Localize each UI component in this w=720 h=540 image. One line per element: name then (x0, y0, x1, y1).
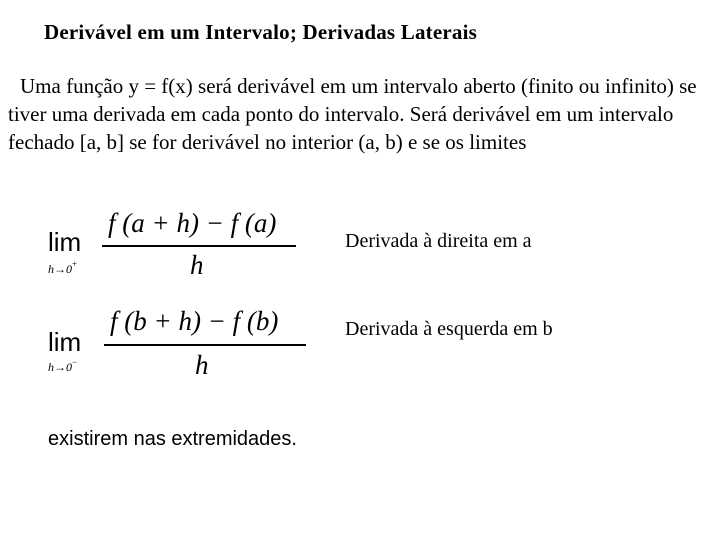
fraction-numerator: f (a + h) − f (a) (108, 208, 277, 238)
fraction-numerator: f (b + h) − f (b) (110, 306, 279, 336)
lim-subscript-text: h→0 (48, 360, 72, 374)
lim-subscript-sign: + (72, 259, 78, 269)
fraction-denominator: h (190, 250, 204, 280)
lim-label: lim (48, 327, 82, 357)
closing-text: existirem nas extremidades. (48, 428, 297, 450)
lim-subscript-text: h→0 (48, 262, 72, 276)
lim-label: lim (48, 227, 82, 257)
definition-paragraph (8, 72, 698, 156)
lim-subscript (48, 357, 78, 375)
lim-subscript (48, 259, 78, 277)
lim-subscript-sign: − (72, 357, 78, 367)
formula-caption: Derivada à esquerda em b (345, 318, 553, 340)
slide-title: Derivável em um Intervalo; Derivadas Laterais (44, 20, 477, 44)
fraction-denominator: h (195, 350, 209, 380)
fraction-bar (102, 245, 296, 247)
definition-text: Uma função y = f(x) será derivável em um intervalo aberto (finito ou infinito) se tiver uma derivada em cada ponto do intervalo. Será derivável em um intervalo fechado [a, b] se for derivável no interior (a, b) e se os limites (8, 74, 697, 154)
fraction-bar (104, 344, 306, 346)
formula-caption: Derivada à direita em a (345, 230, 532, 252)
